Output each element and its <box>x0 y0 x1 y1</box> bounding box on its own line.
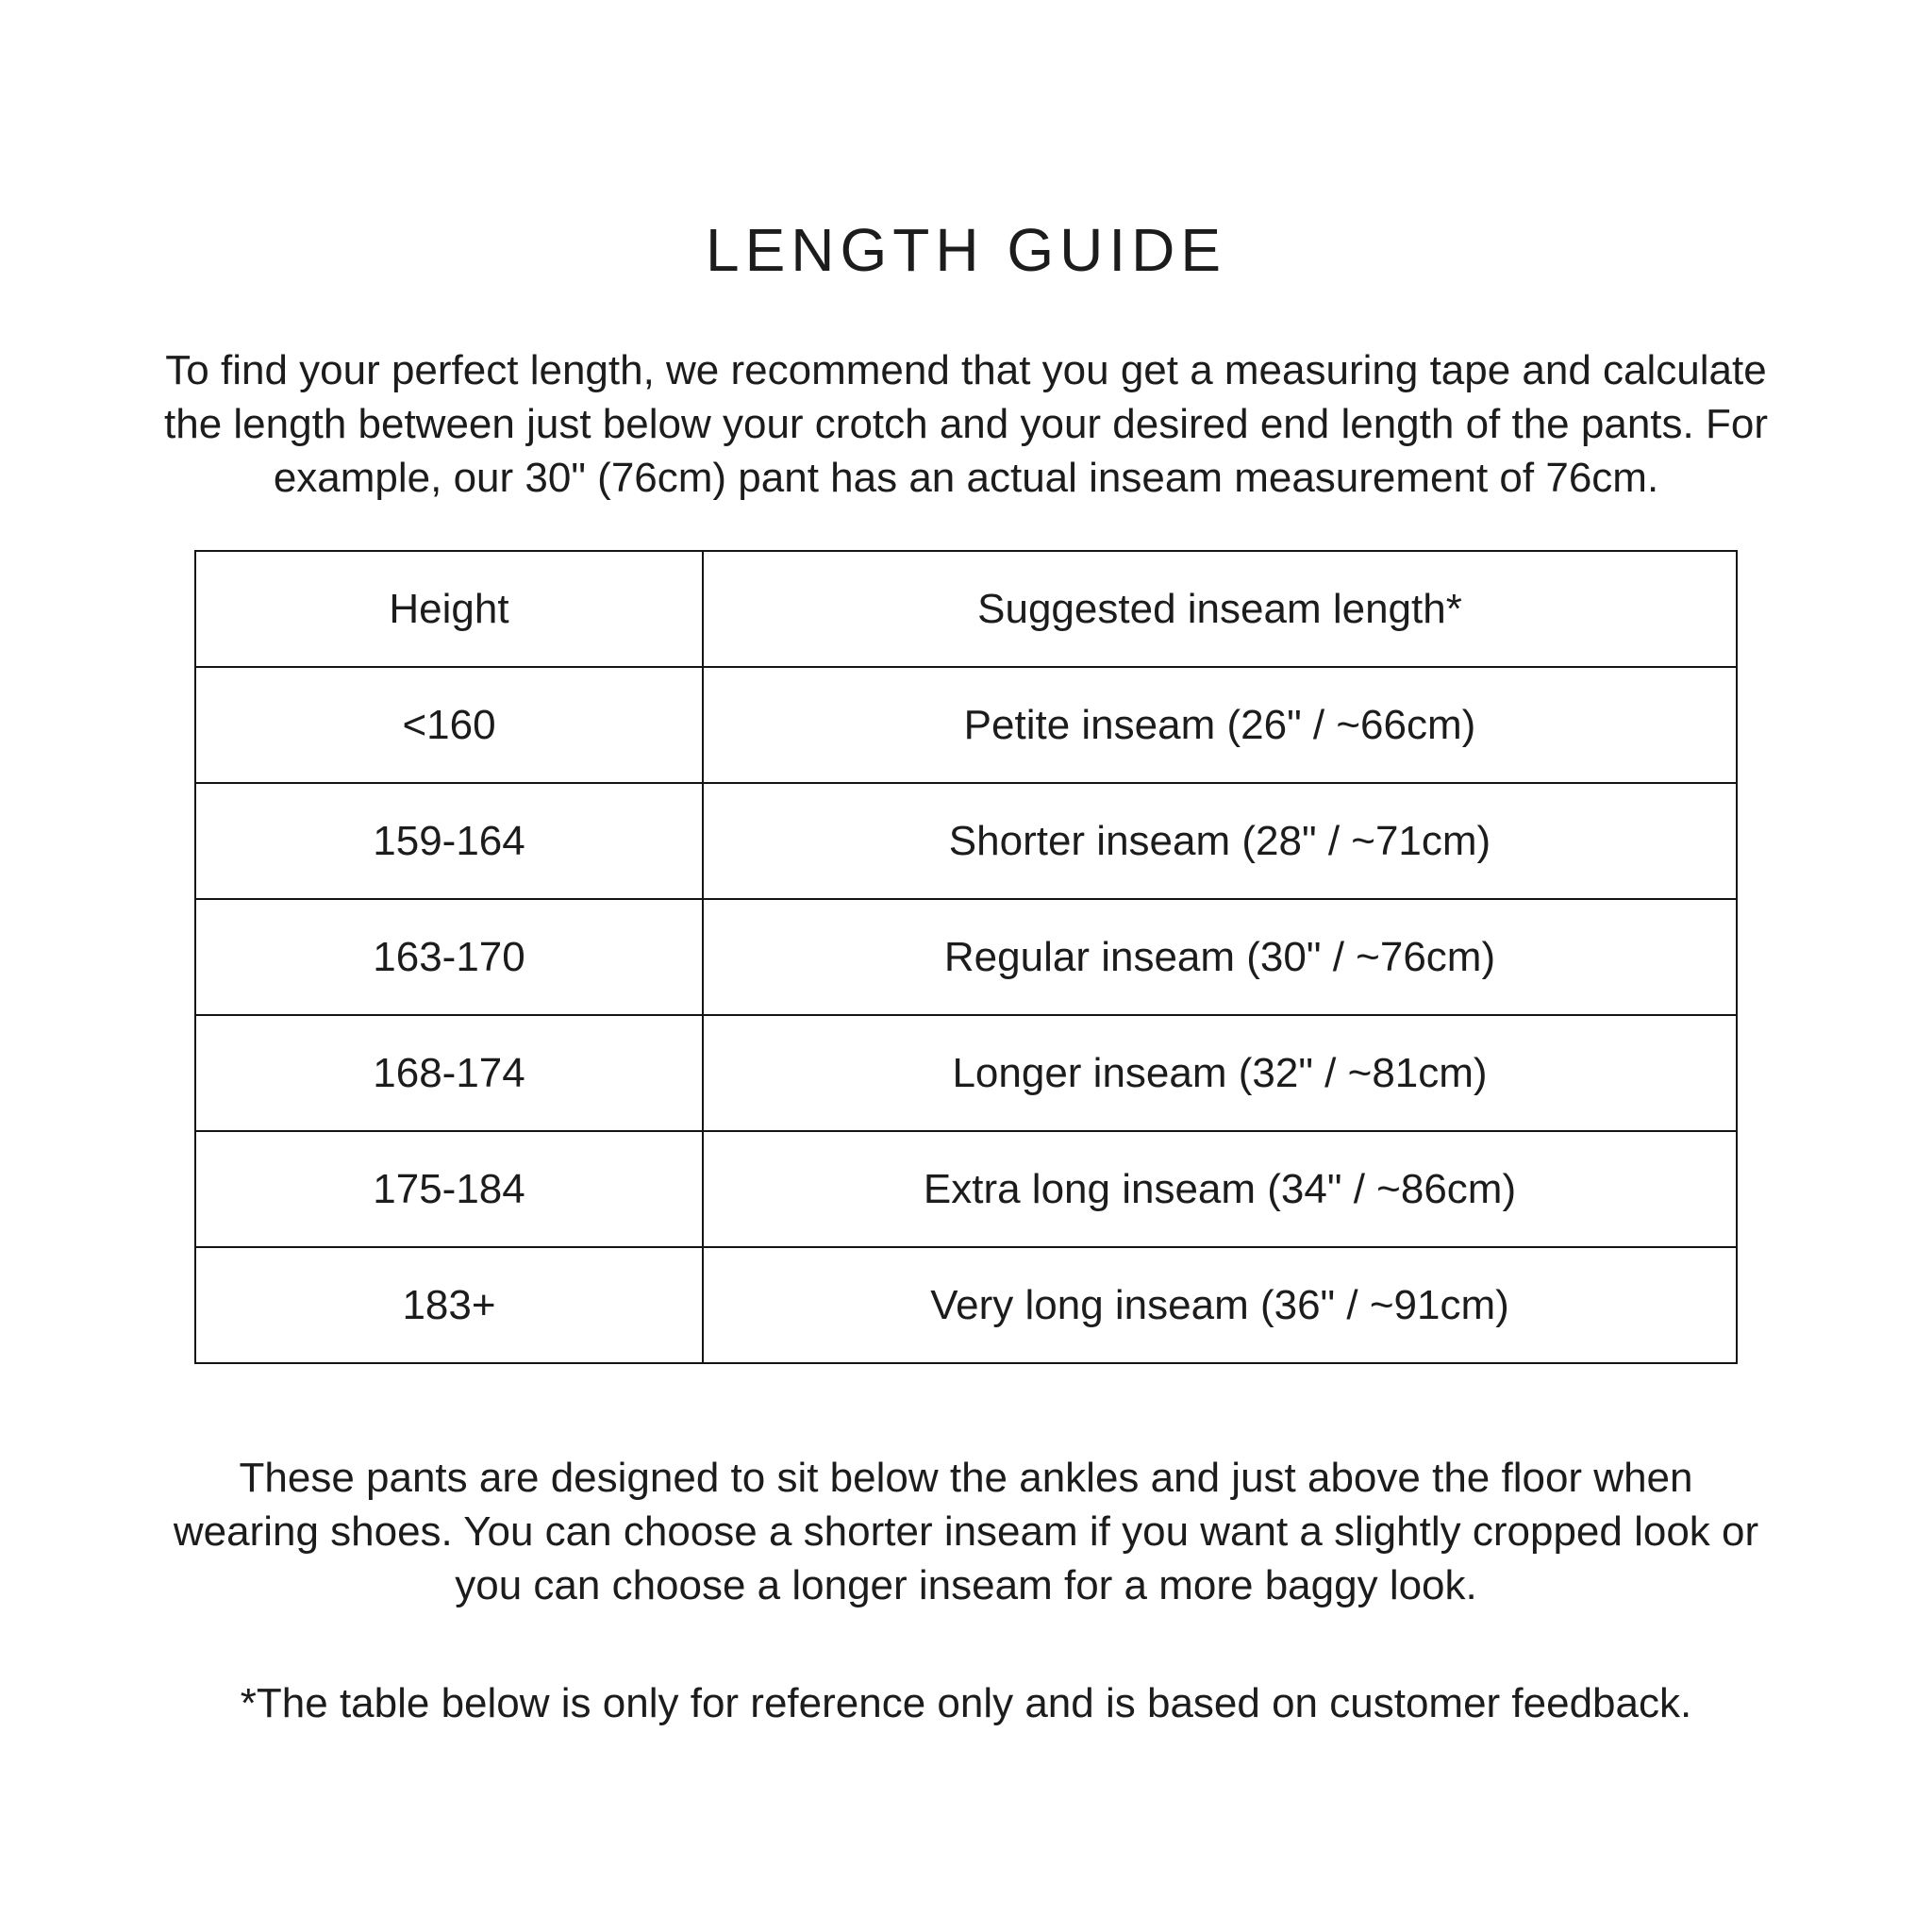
inseam-cell: Extra long inseam (34" / ~86cm) <box>703 1131 1737 1247</box>
fit-note-paragraph: These pants are designed to sit below the ankles and just above the floor when wearing shoes. You can choose a shorter inseam if you want a slightly cropped look or you can choose a longer inseam for a more baggy look. <box>173 1455 1759 1608</box>
table-row <box>195 783 1737 899</box>
inseam-cell: Very long inseam (36" / ~91cm) <box>703 1247 1737 1363</box>
header-cell-height: Height <box>195 551 703 667</box>
height-cell: 163-170 <box>195 899 703 1015</box>
page-title: LENGTH GUIDE <box>705 216 1227 284</box>
intro-paragraph: To find your perfect length, we recommend that you get a measuring tape and calculate the length between just below your crotch and your desired end length of the pants. For example, our 30" (76cm) pant has an actual inseam measurement of 76cm. <box>164 347 1768 501</box>
table-row <box>195 667 1737 783</box>
height-cell: 159-164 <box>195 783 703 899</box>
reference-note: *The table below is only for reference only and is based on customer feedback. <box>240 1680 1692 1726</box>
inseam-cell: Regular inseam (30" / ~76cm) <box>703 899 1737 1015</box>
height-cell: <160 <box>195 667 703 783</box>
inseam-cell: Petite inseam (26" / ~66cm) <box>703 667 1737 783</box>
table-row <box>195 1247 1737 1363</box>
height-cell: 183+ <box>195 1247 703 1363</box>
inseam-cell: Shorter inseam (28" / ~71cm) <box>703 783 1737 899</box>
height-cell: 168-174 <box>195 1015 703 1131</box>
table-row <box>195 1015 1737 1131</box>
height-cell: 175-184 <box>195 1131 703 1247</box>
length-guide-table <box>194 550 1738 1364</box>
table-header-row <box>195 551 1737 667</box>
inseam-cell: Longer inseam (32" / ~81cm) <box>703 1015 1737 1131</box>
table-row <box>195 1131 1737 1247</box>
header-cell-inseam: Suggested inseam length* <box>703 551 1737 667</box>
table-row <box>195 899 1737 1015</box>
